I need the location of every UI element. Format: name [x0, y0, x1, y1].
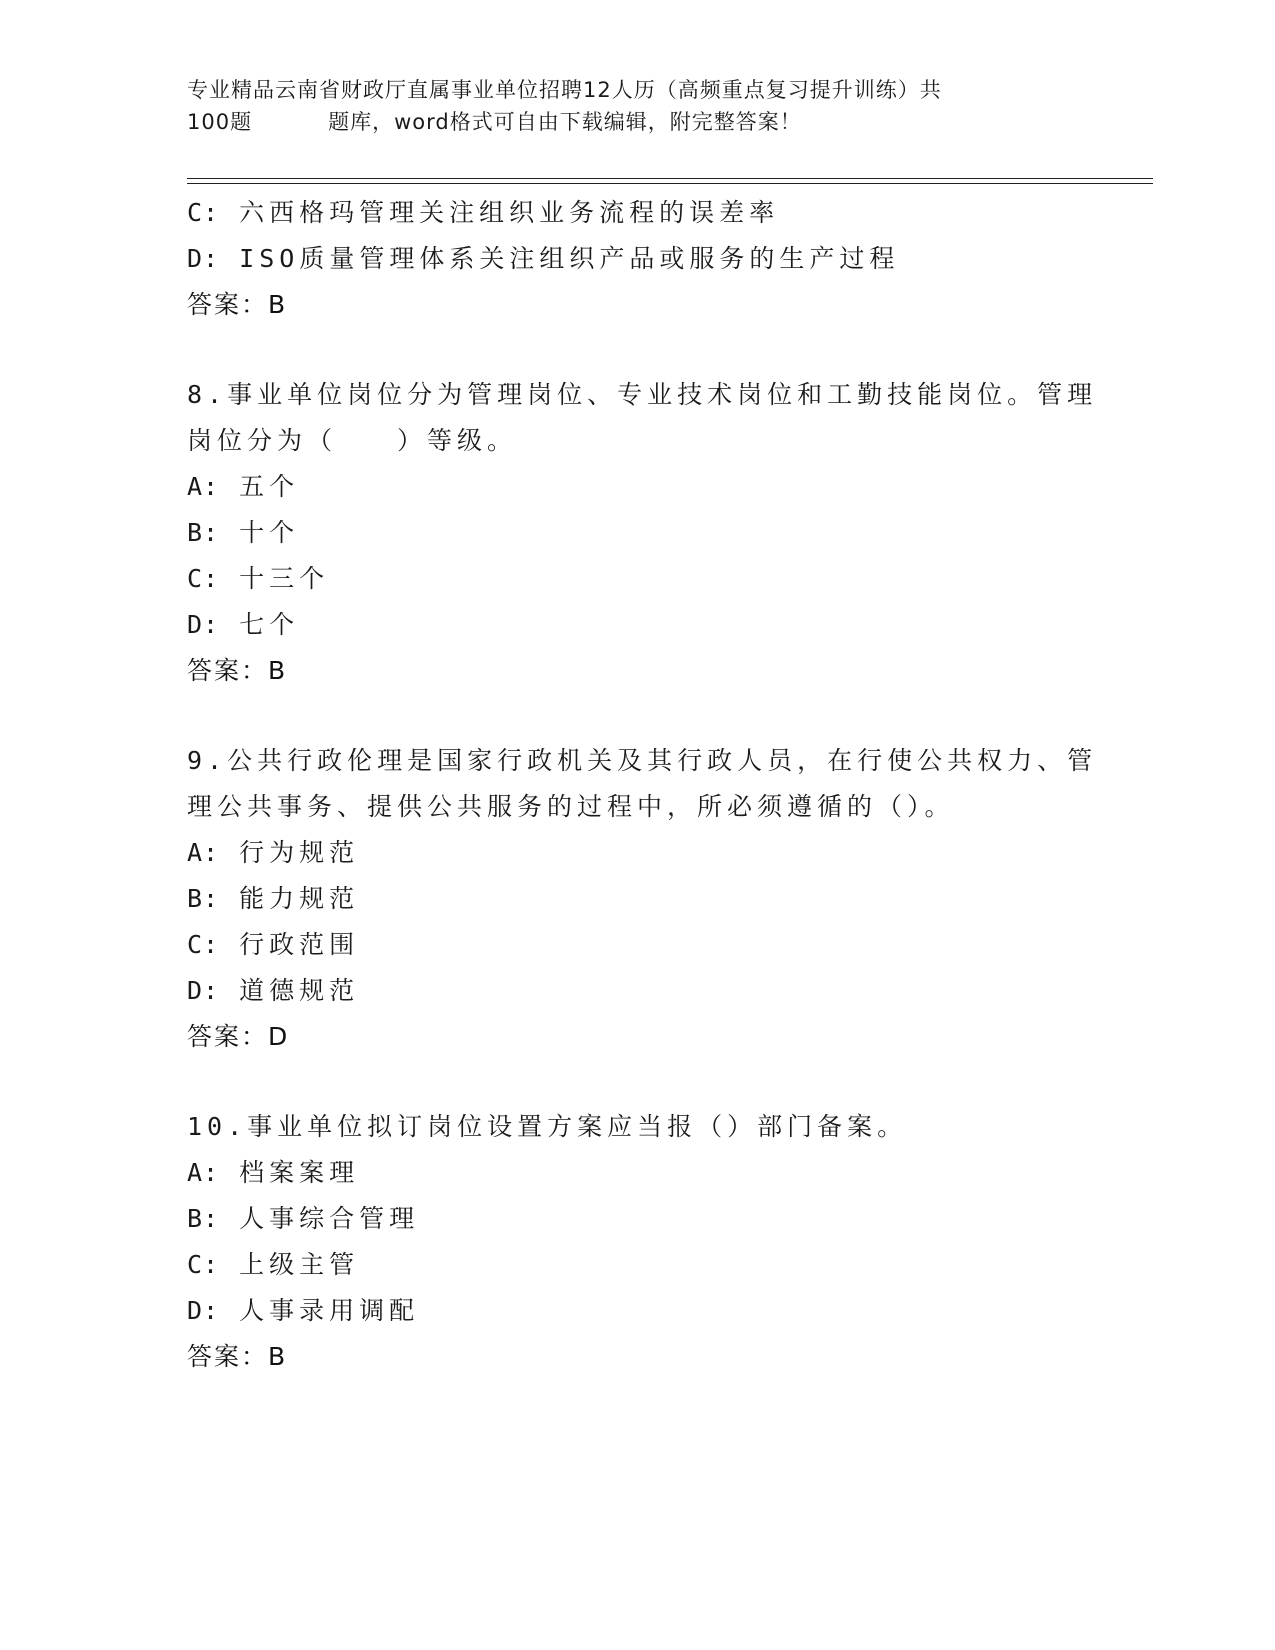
answer-line: 答案：D — [187, 1022, 290, 1051]
option-d: D: 人事录用调配 — [187, 1296, 420, 1325]
question-list — [187, 190, 1098, 1380]
question-stem: 9.公共行政伦理是国家行政机关及其行政人员，在行使公共权力、管 — [187, 746, 1098, 775]
header-description: 题库，word格式可自由下载编辑，附完整答案！ — [328, 110, 802, 134]
answer-line: 答案：B — [187, 656, 288, 685]
question-stem: 8.事业单位岗位分为管理岗位、专业技术岗位和工勤技能岗位。管理 — [187, 380, 1098, 409]
option-a: A: 五个 — [187, 472, 300, 501]
option-d: D: 道德规范 — [187, 976, 360, 1005]
question-10 — [187, 1104, 1087, 1380]
header-line-2 — [187, 106, 1087, 138]
answer-line: 答案：B — [187, 1342, 288, 1371]
question-stem-continued: 岗位分为（ ）等级。 — [187, 426, 518, 455]
header-divider-top — [187, 178, 1153, 179]
option-c: C: 上级主管 — [187, 1250, 360, 1279]
question-stem-continued: 理公共事务、提供公共服务的过程中，所必须遵循的（）。 — [187, 792, 955, 821]
option-c: C: 六西格玛管理关注组织业务流程的误差率 — [187, 198, 780, 227]
option-a: A: 行为规范 — [187, 838, 360, 867]
header-line-1: 专业精品云南省财政厅直属事业单位招聘12人历（高频重点复习提升训练）共 — [187, 78, 942, 102]
header-divider-bottom — [187, 183, 1153, 184]
previous-question-tail — [187, 190, 1087, 328]
option-c: C: 行政范围 — [187, 930, 360, 959]
option-b: B: 十个 — [187, 518, 300, 547]
document-header — [187, 74, 1087, 138]
option-a: A: 档案案理 — [187, 1158, 360, 1187]
option-c: C: 十三个 — [187, 564, 330, 593]
option-b: B: 能力规范 — [187, 884, 360, 913]
answer-line: 答案：B — [187, 290, 288, 319]
option-b: B: 人事综合管理 — [187, 1204, 420, 1233]
option-d: D: ISO质量管理体系关注组织产品或服务的生产过程 — [187, 244, 900, 273]
question-8 — [187, 372, 1098, 694]
option-d: D: 七个 — [187, 610, 300, 639]
header-question-count: 100题 — [187, 110, 253, 134]
question-stem: 10.事业单位拟订岗位设置方案应当报（）部门备案。 — [187, 1112, 908, 1141]
question-9 — [187, 738, 1098, 1060]
